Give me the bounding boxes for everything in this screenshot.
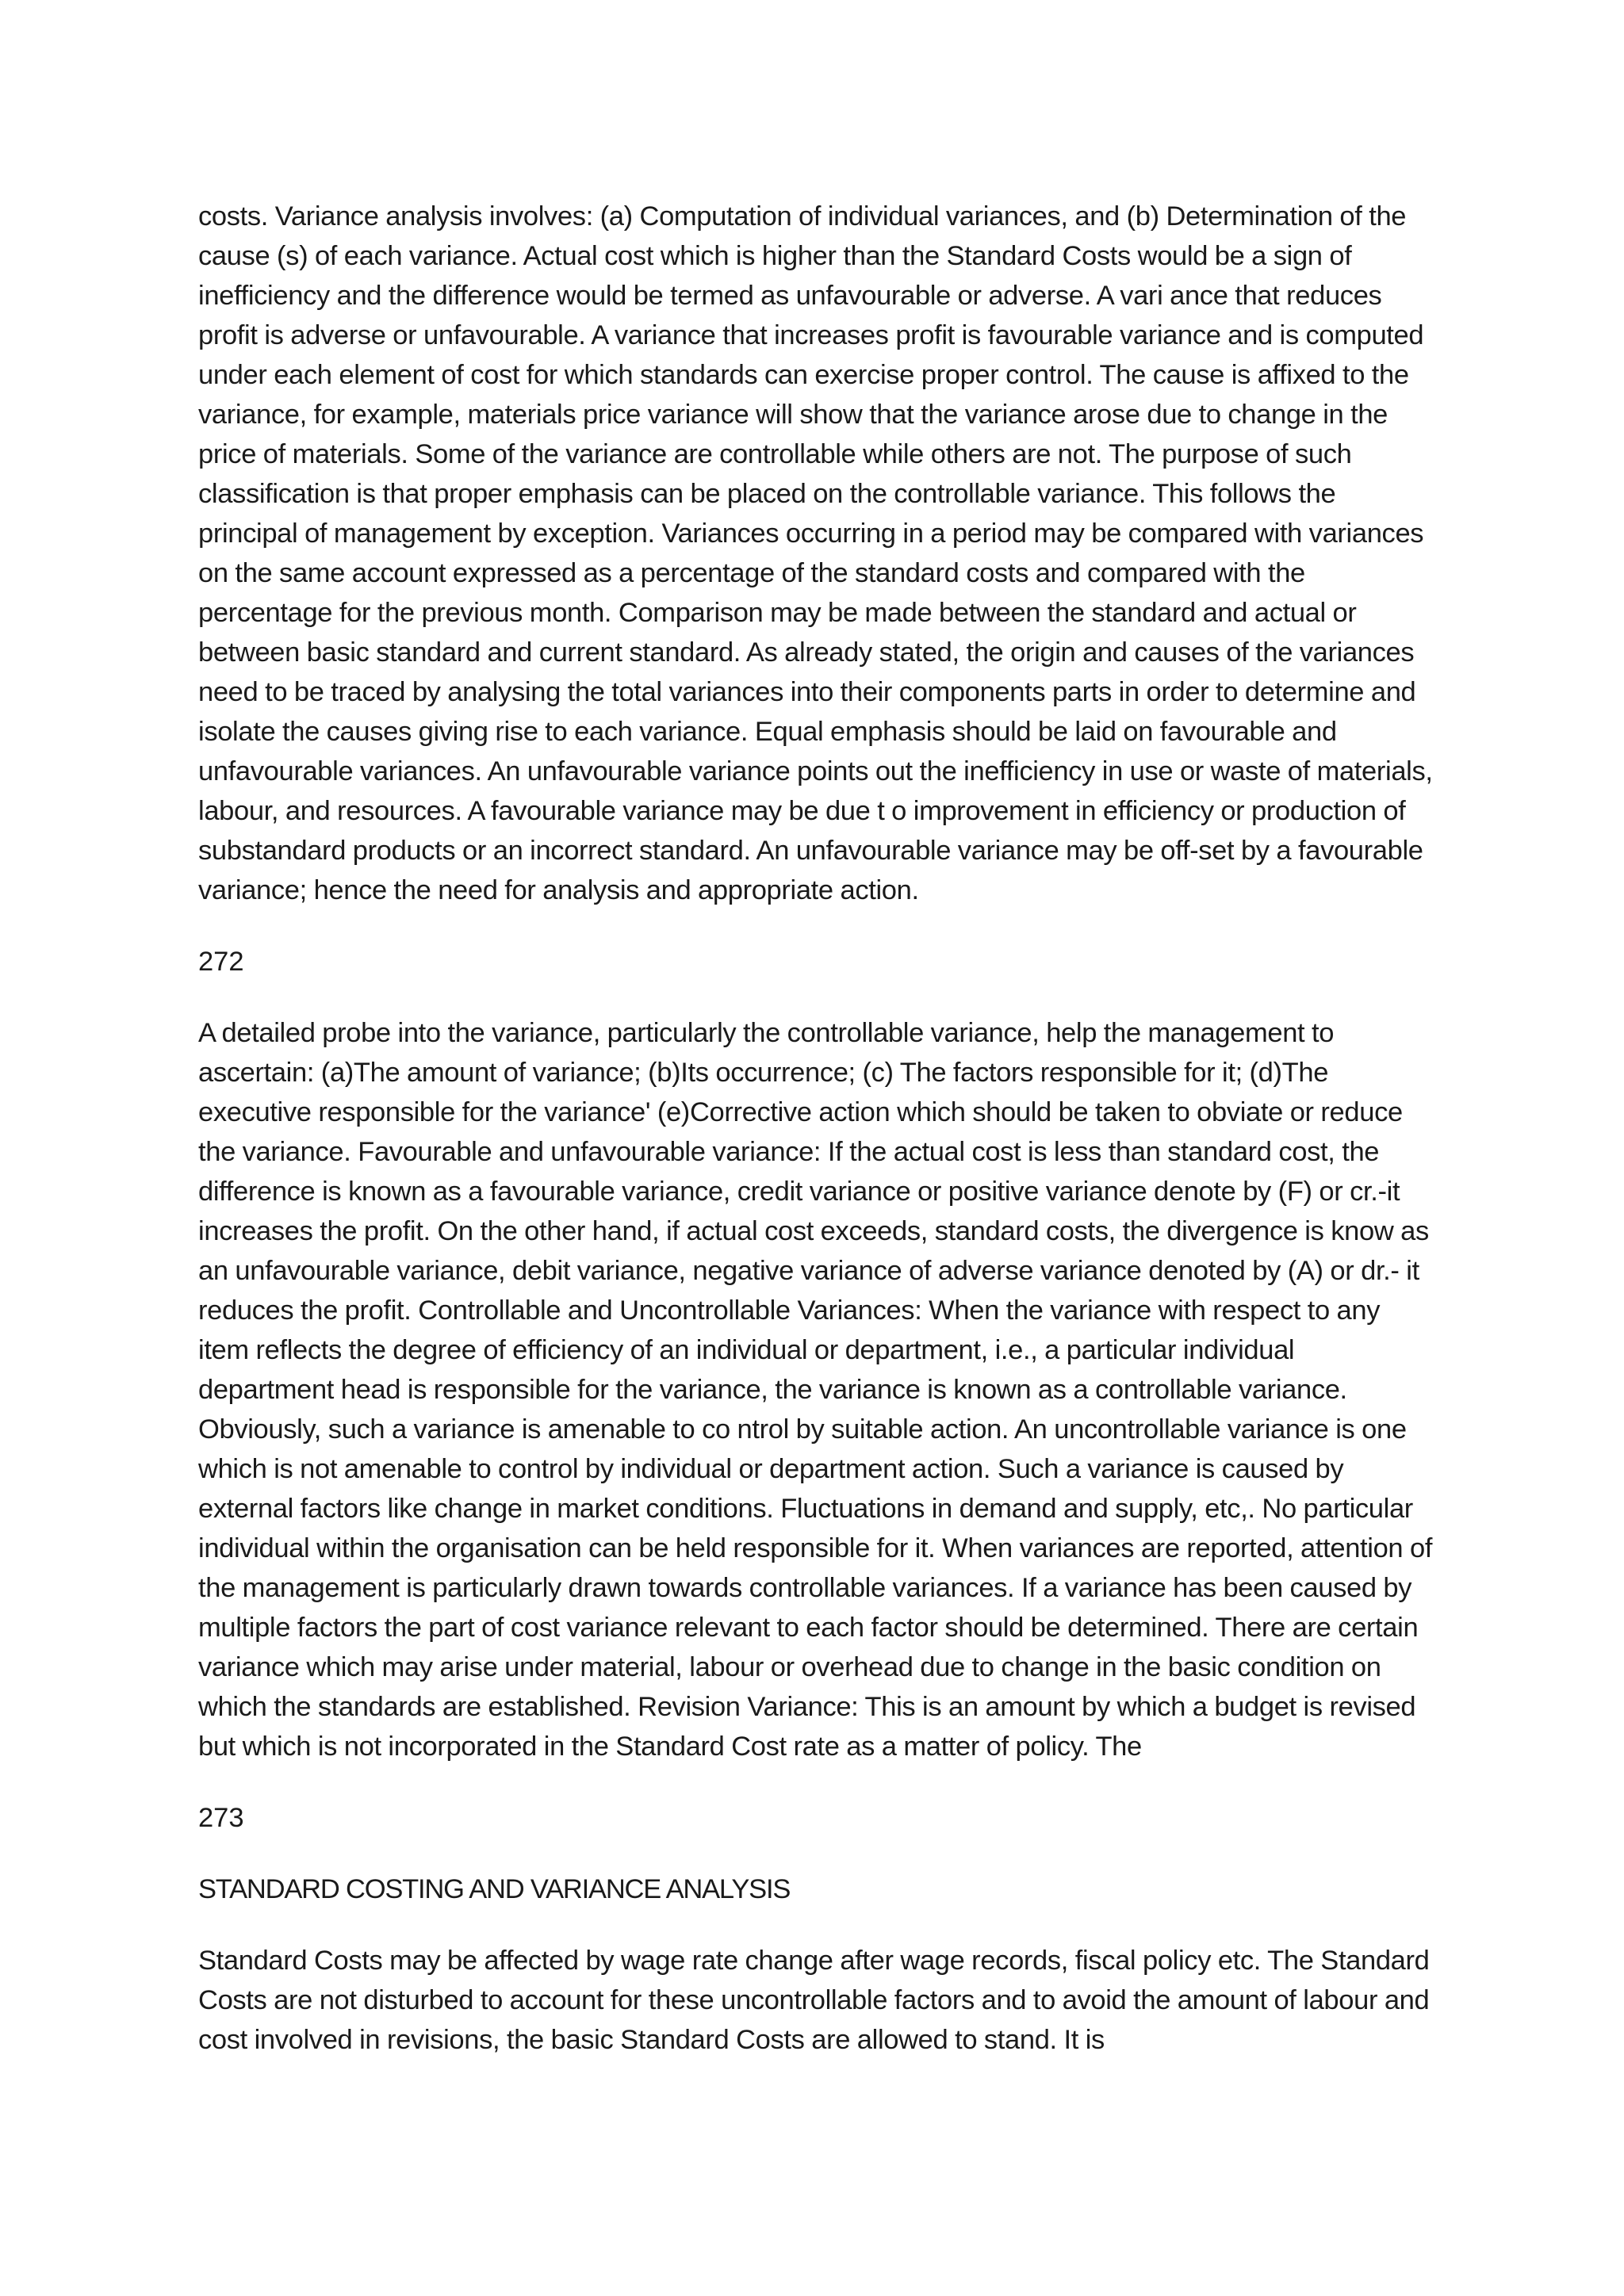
- page-number: 272: [198, 947, 244, 977]
- body-paragraph: costs. Variance analysis involves: (a) Computation of individual variances, and (b) Determination of the cause (s) of each variance. Actual cost which is higher than the Standard Costs would be a sign of inefficiency and the difference would be termed as unfavourable or adverse. A vari ance that reduces profit is adverse or unfavourable. A variance that increases profit is favourable variance and is computed under each element of cost for which standards can exercise proper control. The cause is affixed to the variance, for example, materials price variance will show that the variance arose due to change in the price of materials. Some of the variance are controllable while others are not. The purpose of such classification is that proper emphasis can be placed on the controllable variance. This follows the principal of management by exception. Variances occurring in a period may be compared with variances on the same account expressed as a percentage of the standard costs and compared with the percentage for the previous month. Comparison may be made between the standard and actual or between basic standard and current standard. As already stated, the origin and causes of the variances need to be traced by analysing the total variances into their components parts in order to determine and isolate the causes giving rise to each variance. Equal emphasis should be laid on favourable and unfavourable variances. An unfavourable variance points out the inefficiency in use or waste of materials, labour, and resources. A favourable variance may be due t o improvement in efficiency or production of substandard products or an incorrect standard. An unfavourable variance may be off-set by a favourable variance; hence the need for analysis and appropriate action.: [198, 201, 1433, 905]
- body-paragraph: Standard Costs may be affected by wage rate change after wage records, fiscal policy etc. The Standard Costs are not disturbed to account for these uncontrollable factors and to avoid the amount of labour and cost involved in revisions, the basic Standard Costs are allowed to stand. It is: [198, 1946, 1430, 2055]
- section-heading: STANDARD COSTING AND VARIANCE ANALYSIS: [198, 1874, 791, 1904]
- page-number: 273: [198, 1803, 244, 1833]
- document-page: [198, 197, 1435, 2060]
- body-paragraph: A detailed probe into the variance, particularly the controllable variance, help the management to ascertain: (a)The amount of variance; (b)Its occurrence; (c) The factors responsible for it; (d)The executive responsible for the variance' (e)Corrective action which should be taken to obviate or reduce the variance. Favourable and unfavourable variance: If the actual cost is less than standard cost, the difference is known as a favourable variance, credit variance or positive variance denote by (F) or cr.-it increases the profit. On the other hand, if actual cost exceeds, standard costs, the divergence is know as an unfavourable variance, debit variance, negative variance of adverse variance denoted by (A) or dr.- it reduces the profit. Controllable and Uncontrollable Variances: When the variance with respect to any item reflects the degree of efficiency of an individual or department, i.e., a particular individual department head is responsible for the variance, the variance is known as a controllable variance. Obviously, such a variance is amenable to co ntrol by suitable action. An uncontrollable variance is one which is not amenable to control by individual or department action. Such a variance is caused by external factors like change in market conditions. Fluctuations in demand and supply, etc,. No particular individual within the organisation can be held responsible for it. When variances are reported, attention of the management is particularly drawn towards controllable variances. If a variance has been caused by multiple factors the part of cost variance relevant to each factor should be determined. There are certain variance which may arise under material, labour or overhead due to change in the basic condition on which the standards are established. Revision Variance: This is an amount by which a budget is revised but which is not incorporated in the Standard Cost rate as a matter of policy. The: [198, 1018, 1433, 1762]
